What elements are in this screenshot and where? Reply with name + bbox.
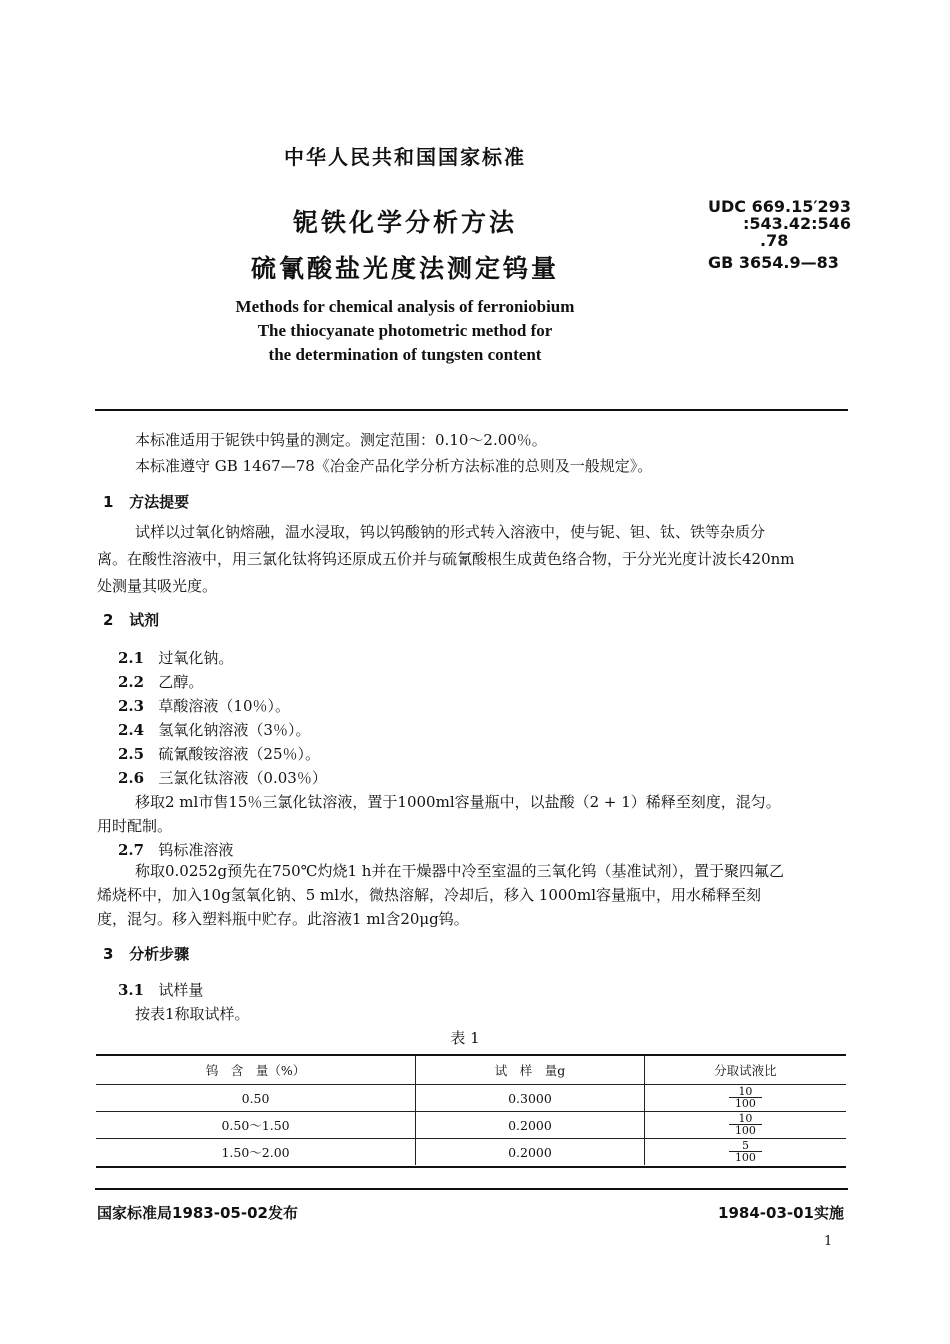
item-num: 2.4 <box>118 721 145 739</box>
cell: 0.3000 <box>416 1085 645 1112</box>
item-text: 钨标准溶液 <box>158 841 234 859</box>
cell: 0.2000 <box>416 1139 645 1166</box>
denominator: 100 <box>734 1097 756 1110</box>
section-num: 2 <box>103 611 114 629</box>
numerator: 10 <box>729 1086 762 1098</box>
column-header: 分取试液比 <box>644 1056 846 1085</box>
intro-text: 本标准遵守 GB 1467—78《冶金产品化学分析方法标准的总则及一般规定》。 <box>135 457 653 475</box>
item-text: 试样量 <box>158 981 204 999</box>
sample-table <box>96 1056 846 1165</box>
subsection-3-1 <box>118 980 203 1000</box>
numerator: 5 <box>729 1140 762 1152</box>
reagent-item <box>118 672 203 692</box>
cell: 1.50～2.00 <box>221 1145 290 1160</box>
reagent-item <box>118 840 233 860</box>
table-header-row <box>96 1056 846 1085</box>
cell: 0.2000 <box>416 1112 645 1139</box>
cell: 0.50～1.50 <box>96 1112 416 1139</box>
denominator: 100 <box>734 1124 756 1137</box>
section-title: 试剂 <box>129 611 160 629</box>
section-num: 3 <box>103 945 114 963</box>
column-header: 钨 含 量（%） <box>96 1056 416 1085</box>
issue-date: 国家标准局1983-05-02发布 <box>97 1204 298 1222</box>
denominator: 100 <box>734 1151 756 1164</box>
column-header: 试 样 量g <box>416 1056 645 1085</box>
fraction-cell <box>644 1085 846 1112</box>
footer-rule <box>95 1188 848 1190</box>
udc-line: .78 <box>760 231 789 250</box>
paragraph-line: 用时配制。 <box>97 817 173 835</box>
udc-line: UDC 669.15′293 <box>708 197 851 216</box>
reagent-item <box>118 648 233 668</box>
table-row <box>96 1085 846 1112</box>
item-num: 2.6 <box>118 769 145 787</box>
section-num: 1 <box>103 493 114 511</box>
section-3-heading <box>103 944 189 964</box>
fraction-cell <box>644 1139 846 1166</box>
section-1-heading <box>103 492 189 512</box>
reagent-item <box>118 744 320 764</box>
title-en-2: The thiocyanate photometric method for <box>257 321 553 340</box>
item-text: 硫氰酸铵溶液（25％）。 <box>158 745 321 763</box>
item-text: 过氧化钠。 <box>158 649 234 667</box>
page-number: 1 <box>824 1234 833 1249</box>
paragraph-line: 度，混匀。移入塑料瓶中贮存。此溶液1 ml含20μg钨。 <box>97 910 469 928</box>
item-num: 2.2 <box>118 673 145 691</box>
table-row <box>96 1112 846 1139</box>
reagent-item <box>118 768 327 788</box>
paragraph-line: 烯烧杯中，加入10g氢氧化钠、5 ml水，微热溶解，冷却后，移入 1000ml容量瓶中，用水稀释至刻 <box>97 886 761 904</box>
title-en-1: Methods for chemical analysis of ferroniobium <box>235 297 575 316</box>
reagent-item <box>118 720 310 740</box>
paragraph-line: 离。在酸性溶液中，用三氯化钛将钨还原成五价并与硫氰酸根生成黄色络合物，于分光光度计波长420nm <box>97 550 795 568</box>
title-en-3: the determination of tungsten content <box>268 345 542 364</box>
paragraph-line: 按表1称取试样。 <box>135 1005 250 1023</box>
table-caption: 表 1 <box>450 1029 480 1047</box>
udc-line: :543.42:546 <box>743 214 851 233</box>
table-row <box>96 1139 846 1166</box>
cell: 0.50 <box>96 1085 416 1112</box>
section-title: 方法提要 <box>129 493 190 511</box>
numerator: 10 <box>729 1113 762 1125</box>
gb-number: GB 3654.9—83 <box>708 253 839 272</box>
section-title: 分析步骤 <box>129 945 190 963</box>
effective-date: 1984-03-01实施 <box>718 1204 844 1222</box>
paragraph-line: 移取2 ml市售15％三氯化钛溶液，置于1000ml容量瓶中，以盐酸（2 + 1）稀释至刻度，混匀。 <box>135 793 781 811</box>
fraction-cell <box>644 1112 846 1139</box>
paragraph-line: 试样以过氧化钠熔融，温水浸取，钨以钨酸钠的形式转入溶液中，使与铌、钽、钛、铁等杂质分 <box>135 523 766 541</box>
title-cn-1: 铌铁化学分析方法 <box>292 208 517 237</box>
item-num: 2.3 <box>118 697 145 715</box>
item-text: 三氯化钛溶液（0.03％） <box>158 769 327 787</box>
standard-header: 中华人民共和国国家标准 <box>284 145 526 169</box>
section-2-heading <box>103 610 159 630</box>
divider <box>95 409 848 411</box>
item-num: 2.5 <box>118 745 145 763</box>
item-num: 2.1 <box>118 649 145 667</box>
title-cn-2: 硫氰酸盐光度法测定钨量 <box>250 254 559 283</box>
item-num: 2.7 <box>118 841 145 859</box>
item-num: 3.1 <box>118 981 145 999</box>
item-text: 乙醇。 <box>158 673 204 691</box>
table-bottom-rule <box>96 1166 846 1168</box>
item-text: 草酸溶液（10％）。 <box>158 697 291 715</box>
item-text: 氢氧化钠溶液（3％）。 <box>158 721 311 739</box>
reagent-item <box>118 696 290 716</box>
udc-block <box>708 198 851 271</box>
intro-text: 本标准适用于铌铁中钨量的测定。测定范围：0.10～2.00％。 <box>135 431 547 449</box>
paragraph-line: 称取0.0252g预先在750℃灼烧1 h并在干燥器中冷至室温的三氧化钨（基准试剂），置于聚四氟乙 <box>135 862 784 880</box>
paragraph-line: 处测量其吸光度。 <box>97 577 218 595</box>
